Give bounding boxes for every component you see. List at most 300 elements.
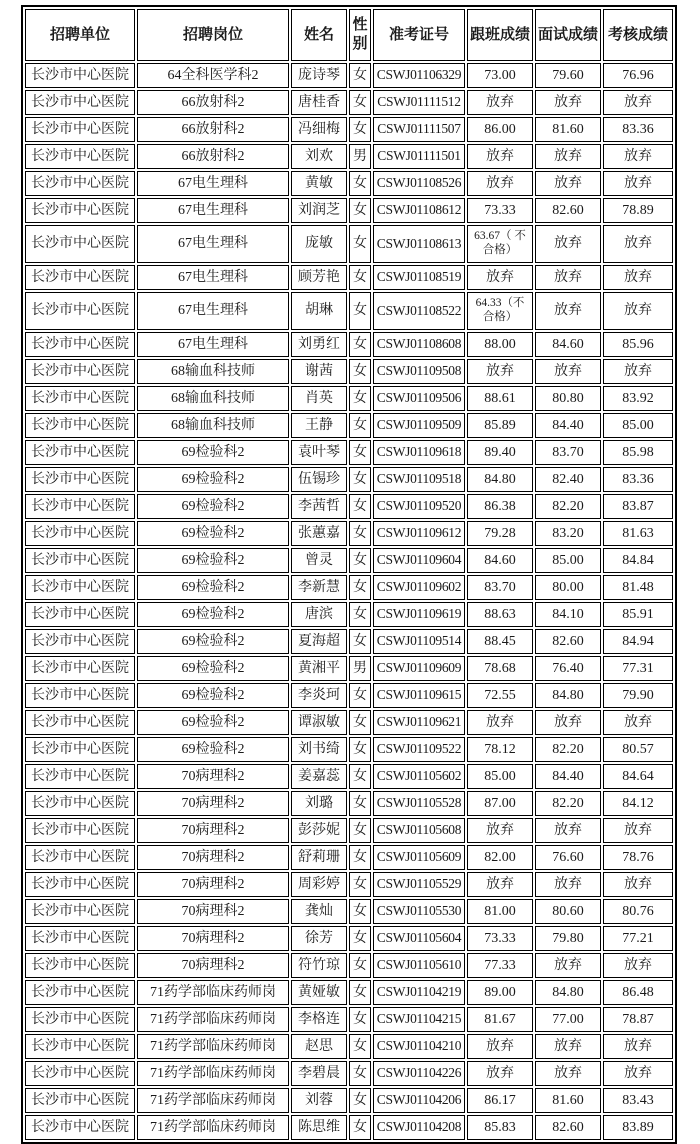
cell-position: 71药学部临床药师岗 <box>137 980 289 1005</box>
cell-unit: 长沙市中心医院 <box>25 171 135 196</box>
table-row <box>25 791 673 816</box>
cell-class-score: 78.68 <box>467 656 533 681</box>
cell-assessment-score: 放弃 <box>603 359 673 384</box>
cell-assessment-score: 81.48 <box>603 575 673 600</box>
cell-class-score: 64.33（不合格） <box>467 292 533 330</box>
table-row <box>25 332 673 357</box>
cell-position: 69检验科2 <box>137 737 289 762</box>
cell-class-score: 81.00 <box>467 899 533 924</box>
table-row <box>25 467 673 492</box>
cell-gender: 女 <box>349 575 371 600</box>
cell-gender: 女 <box>349 548 371 573</box>
cell-name: 舒莉珊 <box>291 845 347 870</box>
cell-unit: 长沙市中心医院 <box>25 899 135 924</box>
cell-exam-no: CSWJ01108613 <box>373 225 465 263</box>
table-row <box>25 575 673 600</box>
cell-unit: 长沙市中心医院 <box>25 467 135 492</box>
cell-exam-no: CSWJ01108612 <box>373 198 465 223</box>
cell-unit: 长沙市中心医院 <box>25 521 135 546</box>
cell-interview-score: 84.40 <box>535 764 601 789</box>
cell-name: 符竹琼 <box>291 953 347 978</box>
cell-position: 66放射科2 <box>137 144 289 169</box>
cell-class-score: 63.67（ 不合格） <box>467 225 533 263</box>
cell-assessment-score: 79.90 <box>603 683 673 708</box>
table-row <box>25 386 673 411</box>
cell-unit: 长沙市中心医院 <box>25 926 135 951</box>
cell-exam-no: CSWJ01109509 <box>373 413 465 438</box>
cell-position: 69检验科2 <box>137 683 289 708</box>
cell-interview-score: 79.80 <box>535 926 601 951</box>
cell-gender: 女 <box>349 413 371 438</box>
cell-class-score: 86.17 <box>467 1088 533 1113</box>
cell-gender: 女 <box>349 1061 371 1086</box>
cell-unit: 长沙市中心医院 <box>25 953 135 978</box>
cell-gender: 女 <box>349 467 371 492</box>
cell-position: 69检验科2 <box>137 521 289 546</box>
cell-exam-no: CSWJ01109602 <box>373 575 465 600</box>
table-row <box>25 359 673 384</box>
cell-unit: 长沙市中心医院 <box>25 440 135 465</box>
cell-class-score: 77.33 <box>467 953 533 978</box>
cell-position: 67电生理科 <box>137 225 289 263</box>
cell-exam-no: CSWJ01105529 <box>373 872 465 897</box>
cell-gender: 女 <box>349 386 371 411</box>
cell-position: 71药学部临床药师岗 <box>137 1034 289 1059</box>
cell-exam-no: CSWJ01104226 <box>373 1061 465 1086</box>
cell-assessment-score: 78.87 <box>603 1007 673 1032</box>
table-row <box>25 1007 673 1032</box>
cell-gender: 女 <box>349 63 371 88</box>
cell-interview-score: 80.80 <box>535 386 601 411</box>
cell-assessment-score: 85.96 <box>603 332 673 357</box>
cell-class-score: 88.61 <box>467 386 533 411</box>
table-row <box>25 926 673 951</box>
cell-gender: 男 <box>349 144 371 169</box>
cell-gender: 女 <box>349 90 371 115</box>
cell-name: 谭淑敏 <box>291 710 347 735</box>
cell-exam-no: CSWJ01108522 <box>373 292 465 330</box>
cell-name: 周彩婷 <box>291 872 347 897</box>
cell-gender: 男 <box>349 656 371 681</box>
cell-name: 黄湘平 <box>291 656 347 681</box>
cell-assessment-score: 76.96 <box>603 63 673 88</box>
table-row <box>25 117 673 142</box>
cell-unit: 长沙市中心医院 <box>25 198 135 223</box>
cell-assessment-score: 放弃 <box>603 818 673 843</box>
cell-interview-score: 84.10 <box>535 602 601 627</box>
cell-interview-score: 82.20 <box>535 494 601 519</box>
cell-class-score: 放弃 <box>467 144 533 169</box>
cell-position: 66放射科2 <box>137 117 289 142</box>
header-unit: 招聘单位 <box>25 9 135 61</box>
cell-gender: 女 <box>349 710 371 735</box>
cell-assessment-score: 83.87 <box>603 494 673 519</box>
cell-exam-no: CSWJ01105602 <box>373 764 465 789</box>
cell-exam-no: CSWJ01109612 <box>373 521 465 546</box>
cell-gender: 女 <box>349 818 371 843</box>
cell-interview-score: 放弃 <box>535 265 601 290</box>
cell-position: 69检验科2 <box>137 494 289 519</box>
cell-class-score: 73.00 <box>467 63 533 88</box>
cell-name: 姜嘉蕊 <box>291 764 347 789</box>
cell-assessment-score: 78.76 <box>603 845 673 870</box>
cell-interview-score: 84.40 <box>535 413 601 438</box>
table-row <box>25 494 673 519</box>
cell-name: 刘润芝 <box>291 198 347 223</box>
cell-name: 庞诗琴 <box>291 63 347 88</box>
cell-assessment-score: 83.43 <box>603 1088 673 1113</box>
cell-class-score: 89.00 <box>467 980 533 1005</box>
cell-name: 曾灵 <box>291 548 347 573</box>
cell-name: 刘欢 <box>291 144 347 169</box>
table-row <box>25 548 673 573</box>
cell-position: 67电生理科 <box>137 292 289 330</box>
table-row <box>25 980 673 1005</box>
table-row <box>25 1115 673 1140</box>
cell-interview-score: 放弃 <box>535 292 601 330</box>
table-row <box>25 413 673 438</box>
cell-class-score: 放弃 <box>467 171 533 196</box>
results-table <box>21 5 677 1144</box>
cell-name: 唐桂香 <box>291 90 347 115</box>
cell-class-score: 88.45 <box>467 629 533 654</box>
table-row <box>25 872 673 897</box>
cell-position: 64全科医学科2 <box>137 63 289 88</box>
cell-assessment-score: 84.94 <box>603 629 673 654</box>
cell-gender: 女 <box>349 980 371 1005</box>
cell-exam-no: CSWJ01105530 <box>373 899 465 924</box>
cell-assessment-score: 放弃 <box>603 710 673 735</box>
cell-exam-no: CSWJ01109518 <box>373 467 465 492</box>
cell-interview-score: 80.60 <box>535 899 601 924</box>
table-row <box>25 845 673 870</box>
cell-interview-score: 84.60 <box>535 332 601 357</box>
cell-interview-score: 放弃 <box>535 359 601 384</box>
table-row <box>25 521 673 546</box>
cell-position: 69检验科2 <box>137 710 289 735</box>
cell-position: 69检验科2 <box>137 629 289 654</box>
cell-unit: 长沙市中心医院 <box>25 413 135 438</box>
cell-assessment-score: 放弃 <box>603 1034 673 1059</box>
cell-class-score: 81.67 <box>467 1007 533 1032</box>
cell-assessment-score: 放弃 <box>603 90 673 115</box>
cell-interview-score: 81.60 <box>535 117 601 142</box>
cell-interview-score: 85.00 <box>535 548 601 573</box>
table-row <box>25 710 673 735</box>
table-row <box>25 818 673 843</box>
cell-interview-score: 82.20 <box>535 791 601 816</box>
cell-unit: 长沙市中心医院 <box>25 90 135 115</box>
table-row <box>25 171 673 196</box>
cell-exam-no: CSWJ01106329 <box>373 63 465 88</box>
cell-class-score: 73.33 <box>467 198 533 223</box>
cell-interview-score: 放弃 <box>535 1034 601 1059</box>
cell-position: 70病理科2 <box>137 764 289 789</box>
cell-interview-score: 放弃 <box>535 144 601 169</box>
cell-interview-score: 放弃 <box>535 1061 601 1086</box>
cell-interview-score: 83.20 <box>535 521 601 546</box>
cell-class-score: 89.40 <box>467 440 533 465</box>
cell-exam-no: CSWJ01105528 <box>373 791 465 816</box>
cell-position: 67电生理科 <box>137 265 289 290</box>
cell-unit: 长沙市中心医院 <box>25 386 135 411</box>
table-row <box>25 90 673 115</box>
results-tbody <box>25 63 673 1140</box>
cell-position: 71药学部临床药师岗 <box>137 1061 289 1086</box>
cell-exam-no: CSWJ01109621 <box>373 710 465 735</box>
table-row <box>25 602 673 627</box>
cell-name: 刘书绮 <box>291 737 347 762</box>
cell-gender: 女 <box>349 764 371 789</box>
cell-gender: 女 <box>349 225 371 263</box>
cell-name: 谢茜 <box>291 359 347 384</box>
table-header <box>25 9 673 61</box>
cell-name: 唐滨 <box>291 602 347 627</box>
cell-assessment-score: 77.31 <box>603 656 673 681</box>
cell-class-score: 73.33 <box>467 926 533 951</box>
cell-class-score: 85.89 <box>467 413 533 438</box>
cell-class-score: 79.28 <box>467 521 533 546</box>
cell-interview-score: 82.60 <box>535 1115 601 1140</box>
cell-interview-score: 放弃 <box>535 710 601 735</box>
cell-position: 69检验科2 <box>137 548 289 573</box>
cell-assessment-score: 放弃 <box>603 1061 673 1086</box>
header-row <box>25 9 673 61</box>
cell-position: 67电生理科 <box>137 198 289 223</box>
cell-interview-score: 放弃 <box>535 953 601 978</box>
cell-gender: 女 <box>349 1115 371 1140</box>
cell-assessment-score: 放弃 <box>603 292 673 330</box>
cell-unit: 长沙市中心医院 <box>25 656 135 681</box>
table-row <box>25 225 673 263</box>
cell-gender: 女 <box>349 737 371 762</box>
cell-assessment-score: 放弃 <box>603 171 673 196</box>
table-row <box>25 899 673 924</box>
cell-name: 袁叶琴 <box>291 440 347 465</box>
cell-class-score: 84.60 <box>467 548 533 573</box>
cell-interview-score: 放弃 <box>535 171 601 196</box>
cell-assessment-score: 80.76 <box>603 899 673 924</box>
cell-unit: 长沙市中心医院 <box>25 872 135 897</box>
cell-unit: 长沙市中心医院 <box>25 629 135 654</box>
cell-gender: 女 <box>349 117 371 142</box>
cell-gender: 女 <box>349 171 371 196</box>
cell-name: 刘蓉 <box>291 1088 347 1113</box>
cell-class-score: 78.12 <box>467 737 533 762</box>
table-row <box>25 953 673 978</box>
cell-exam-no: CSWJ01104215 <box>373 1007 465 1032</box>
cell-class-score: 放弃 <box>467 818 533 843</box>
cell-exam-no: CSWJ01109508 <box>373 359 465 384</box>
cell-name: 张蕙嘉 <box>291 521 347 546</box>
table-row <box>25 440 673 465</box>
cell-position: 67电生理科 <box>137 171 289 196</box>
cell-exam-no: CSWJ01109618 <box>373 440 465 465</box>
cell-unit: 长沙市中心医院 <box>25 225 135 263</box>
cell-gender: 女 <box>349 953 371 978</box>
cell-gender: 女 <box>349 629 371 654</box>
cell-interview-score: 81.60 <box>535 1088 601 1113</box>
cell-unit: 长沙市中心医院 <box>25 63 135 88</box>
cell-name: 彭莎妮 <box>291 818 347 843</box>
cell-gender: 女 <box>349 845 371 870</box>
cell-unit: 长沙市中心医院 <box>25 548 135 573</box>
cell-name: 李格连 <box>291 1007 347 1032</box>
cell-name: 伍锡珍 <box>291 467 347 492</box>
table-row <box>25 265 673 290</box>
cell-unit: 长沙市中心医院 <box>25 332 135 357</box>
table-row <box>25 737 673 762</box>
cell-class-score: 84.80 <box>467 467 533 492</box>
cell-position: 71药学部临床药师岗 <box>137 1088 289 1113</box>
header-interview-score: 面试成绩 <box>535 9 601 61</box>
table-row <box>25 1061 673 1086</box>
cell-interview-score: 放弃 <box>535 90 601 115</box>
cell-exam-no: CSWJ01109615 <box>373 683 465 708</box>
cell-unit: 长沙市中心医院 <box>25 1088 135 1113</box>
cell-class-score: 86.38 <box>467 494 533 519</box>
cell-name: 冯细梅 <box>291 117 347 142</box>
cell-name: 黄娅敏 <box>291 980 347 1005</box>
cell-name: 李茜哲 <box>291 494 347 519</box>
cell-interview-score: 84.80 <box>535 980 601 1005</box>
header-gender: 性别 <box>349 9 371 61</box>
cell-unit: 长沙市中心医院 <box>25 737 135 762</box>
cell-exam-no: CSWJ01105610 <box>373 953 465 978</box>
cell-assessment-score: 78.89 <box>603 198 673 223</box>
table-row <box>25 683 673 708</box>
cell-class-score: 82.00 <box>467 845 533 870</box>
cell-interview-score: 放弃 <box>535 225 601 263</box>
cell-assessment-score: 85.91 <box>603 602 673 627</box>
cell-assessment-score: 80.57 <box>603 737 673 762</box>
cell-exam-no: CSWJ01109619 <box>373 602 465 627</box>
cell-class-score: 88.00 <box>467 332 533 357</box>
cell-position: 66放射科2 <box>137 90 289 115</box>
cell-interview-score: 76.40 <box>535 656 601 681</box>
cell-assessment-score: 放弃 <box>603 225 673 263</box>
cell-class-score: 放弃 <box>467 359 533 384</box>
cell-exam-no: CSWJ01109609 <box>373 656 465 681</box>
cell-name: 徐芳 <box>291 926 347 951</box>
cell-unit: 长沙市中心医院 <box>25 575 135 600</box>
cell-position: 71药学部临床药师岗 <box>137 1115 289 1140</box>
cell-position: 70病理科2 <box>137 872 289 897</box>
cell-unit: 长沙市中心医院 <box>25 1034 135 1059</box>
cell-position: 68输血科技师 <box>137 386 289 411</box>
cell-unit: 长沙市中心医院 <box>25 1115 135 1140</box>
cell-class-score: 放弃 <box>467 90 533 115</box>
cell-class-score: 88.63 <box>467 602 533 627</box>
cell-position: 70病理科2 <box>137 953 289 978</box>
cell-interview-score: 77.00 <box>535 1007 601 1032</box>
cell-exam-no: CSWJ01104208 <box>373 1115 465 1140</box>
cell-unit: 长沙市中心医院 <box>25 144 135 169</box>
cell-position: 70病理科2 <box>137 818 289 843</box>
cell-position: 70病理科2 <box>137 791 289 816</box>
cell-assessment-score: 86.48 <box>603 980 673 1005</box>
cell-position: 71药学部临床药师岗 <box>137 1007 289 1032</box>
cell-unit: 长沙市中心医院 <box>25 1007 135 1032</box>
cell-name: 李炎珂 <box>291 683 347 708</box>
cell-unit: 长沙市中心医院 <box>25 764 135 789</box>
cell-exam-no: CSWJ01109522 <box>373 737 465 762</box>
cell-gender: 女 <box>349 494 371 519</box>
cell-unit: 长沙市中心医院 <box>25 710 135 735</box>
cell-exam-no: CSWJ01105604 <box>373 926 465 951</box>
cell-gender: 女 <box>349 292 371 330</box>
cell-class-score: 放弃 <box>467 710 533 735</box>
cell-assessment-score: 84.12 <box>603 791 673 816</box>
cell-class-score: 86.00 <box>467 117 533 142</box>
cell-unit: 长沙市中心医院 <box>25 359 135 384</box>
cell-name: 龚灿 <box>291 899 347 924</box>
cell-exam-no: CSWJ01111501 <box>373 144 465 169</box>
cell-position: 67电生理科 <box>137 332 289 357</box>
cell-gender: 女 <box>349 791 371 816</box>
cell-class-score: 放弃 <box>467 1034 533 1059</box>
cell-exam-no: CSWJ01105609 <box>373 845 465 870</box>
cell-position: 70病理科2 <box>137 899 289 924</box>
cell-assessment-score: 77.21 <box>603 926 673 951</box>
cell-exam-no: CSWJ01109520 <box>373 494 465 519</box>
cell-assessment-score: 83.36 <box>603 117 673 142</box>
cell-exam-no: CSWJ01108526 <box>373 171 465 196</box>
cell-interview-score: 79.60 <box>535 63 601 88</box>
cell-unit: 长沙市中心医院 <box>25 1061 135 1086</box>
cell-interview-score: 82.40 <box>535 467 601 492</box>
table-row <box>25 656 673 681</box>
cell-gender: 女 <box>349 359 371 384</box>
cell-interview-score: 83.70 <box>535 440 601 465</box>
cell-assessment-score: 81.63 <box>603 521 673 546</box>
cell-exam-no: CSWJ01109506 <box>373 386 465 411</box>
cell-exam-no: CSWJ01104206 <box>373 1088 465 1113</box>
cell-assessment-score: 放弃 <box>603 265 673 290</box>
cell-position: 69检验科2 <box>137 440 289 465</box>
cell-position: 69检验科2 <box>137 602 289 627</box>
cell-name: 王静 <box>291 413 347 438</box>
cell-assessment-score: 放弃 <box>603 872 673 897</box>
cell-gender: 女 <box>349 265 371 290</box>
cell-gender: 女 <box>349 440 371 465</box>
cell-interview-score: 放弃 <box>535 872 601 897</box>
cell-gender: 女 <box>349 683 371 708</box>
cell-gender: 女 <box>349 1007 371 1032</box>
table-row <box>25 629 673 654</box>
cell-name: 李新慧 <box>291 575 347 600</box>
cell-unit: 长沙市中心医院 <box>25 602 135 627</box>
cell-assessment-score: 84.64 <box>603 764 673 789</box>
cell-gender: 女 <box>349 1034 371 1059</box>
cell-class-score: 放弃 <box>467 1061 533 1086</box>
cell-assessment-score: 83.36 <box>603 467 673 492</box>
table-row <box>25 63 673 88</box>
cell-name: 夏海超 <box>291 629 347 654</box>
cell-position: 69检验科2 <box>137 575 289 600</box>
cell-unit: 长沙市中心医院 <box>25 791 135 816</box>
cell-exam-no: CSWJ01104219 <box>373 980 465 1005</box>
cell-interview-score: 84.80 <box>535 683 601 708</box>
cell-assessment-score: 放弃 <box>603 953 673 978</box>
cell-exam-no: CSWJ01109514 <box>373 629 465 654</box>
cell-position: 69检验科2 <box>137 656 289 681</box>
cell-interview-score: 放弃 <box>535 818 601 843</box>
cell-name: 刘璐 <box>291 791 347 816</box>
header-assessment-score: 考核成绩 <box>603 9 673 61</box>
cell-unit: 长沙市中心医院 <box>25 980 135 1005</box>
cell-name: 李碧晨 <box>291 1061 347 1086</box>
